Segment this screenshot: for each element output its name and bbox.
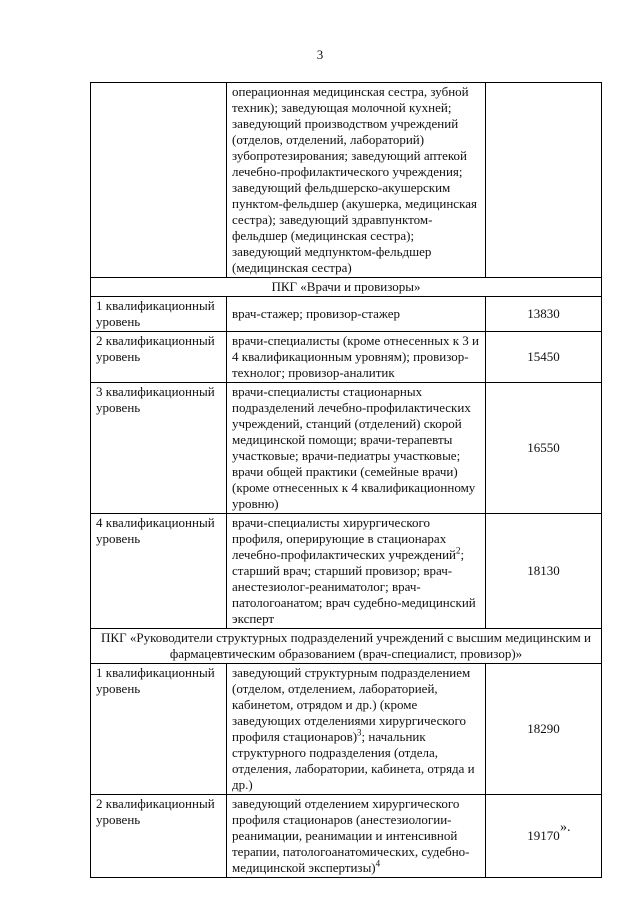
position-text-continued: ; начальник структурного подразделения (отдела, отделения, лаборатории, кабинета, отряда и др.) [232, 729, 475, 792]
salary-cell: 18290 [486, 664, 602, 795]
footnote-mark: 3 [357, 727, 362, 738]
level-cell: 3 квалификационный уровень [91, 383, 227, 514]
level-cell: 1 квалификационный уровень [91, 664, 227, 795]
level-cell [91, 83, 227, 278]
position-cell [227, 514, 486, 629]
position-text: врач-стажер; провизор-стажер [232, 306, 400, 321]
position-cell: врачи-специалисты (кроме отнесенных к 3 и 4 квалификационным уровням); провизор-технолог; провизор-аналитик [227, 332, 486, 383]
group-header-row [91, 629, 602, 664]
level-cell: 2 квалификационный уровень [91, 332, 227, 383]
position-text: заведующий отделением хирургического профиля стационаров (анестезиологии-реанимации, реанимации и интенсивной терапии, патологоанатомических, судебно-медицинской экспертизы) [232, 796, 470, 875]
table-row [91, 383, 602, 514]
salary-table [90, 82, 602, 878]
position-cell: операционная медицинская сестра, зубной техник); заведующая молочной кухней; заведующий производством учреждений (отделов, отделений, лабораторий) зубопротезирования; заведующий аптекой лечебно-профилактического учреждения; заведующий фельдшерско-акушерским пунктом-фельдшер (акушерка, медицинская сестра); заведующий здравпунктом-фельдшер (медицинская сестра); заведующий медпунктом-фельдшер (медицинская сестра) [227, 83, 486, 278]
group-header-row [91, 278, 602, 297]
table-row [91, 514, 602, 629]
salary-cell [486, 83, 602, 278]
position-text: врачи-специалисты хирургического профиля, оперирующие в стационарах лечебно-профилактических учреждений [232, 515, 456, 562]
closing-quote: ». [560, 820, 571, 835]
position-cell [227, 795, 486, 878]
salary-cell: 13830 [486, 297, 602, 332]
page-number: 3 [316, 47, 324, 62]
position-cell [227, 297, 486, 332]
position-cell: врачи-специалисты стационарных подразделений лечебно-профилактических учреждений, станций (отделений) скорой медицинской помощи; врачи-терапевты участковые; врачи-педиатры участковые; врачи общей практики (семейные врачи) (кроме отнесенных к 4 квалификационному уровню) [227, 383, 486, 514]
position-cell [227, 664, 486, 795]
table-row [91, 332, 602, 383]
salary-cell: 16550 [486, 383, 602, 514]
level-cell: 4 квалификационный уровень [91, 514, 227, 629]
level-cell: 1 квалификационный уровень [91, 297, 227, 332]
position-text: заведующий структурным подразделением (отделом, отделением, лабораторией, кабинетом, отрядом и др.) (кроме заведующих отделениями хирургического профиля стационаров) [232, 665, 471, 744]
salary-cell: 19170 [486, 795, 602, 878]
salary-cell: 15450 [486, 332, 602, 383]
table-row [91, 795, 602, 878]
footnote-mark: 2 [456, 545, 461, 556]
salary-cell: 18130 [486, 514, 602, 629]
table-row [91, 664, 602, 795]
footnote-mark: 4 [375, 858, 381, 869]
level-cell: 2 квалификационный уровень [91, 795, 227, 878]
table-row [91, 297, 602, 332]
table-row [91, 83, 602, 278]
position-text-continued: ; старший врач; старший провизор; врач-анестезиолог-реаниматолог; врач-патологоанатом; врач судебно-медицинский эксперт [232, 547, 476, 626]
group-title: ПКГ «Врачи и провизоры» [91, 278, 602, 297]
group-title: ПКГ «Руководители структурных подразделений учреждений с высшим медицинским и фармацевтическим образованием (врач-специалист, провизор)» [91, 629, 602, 664]
